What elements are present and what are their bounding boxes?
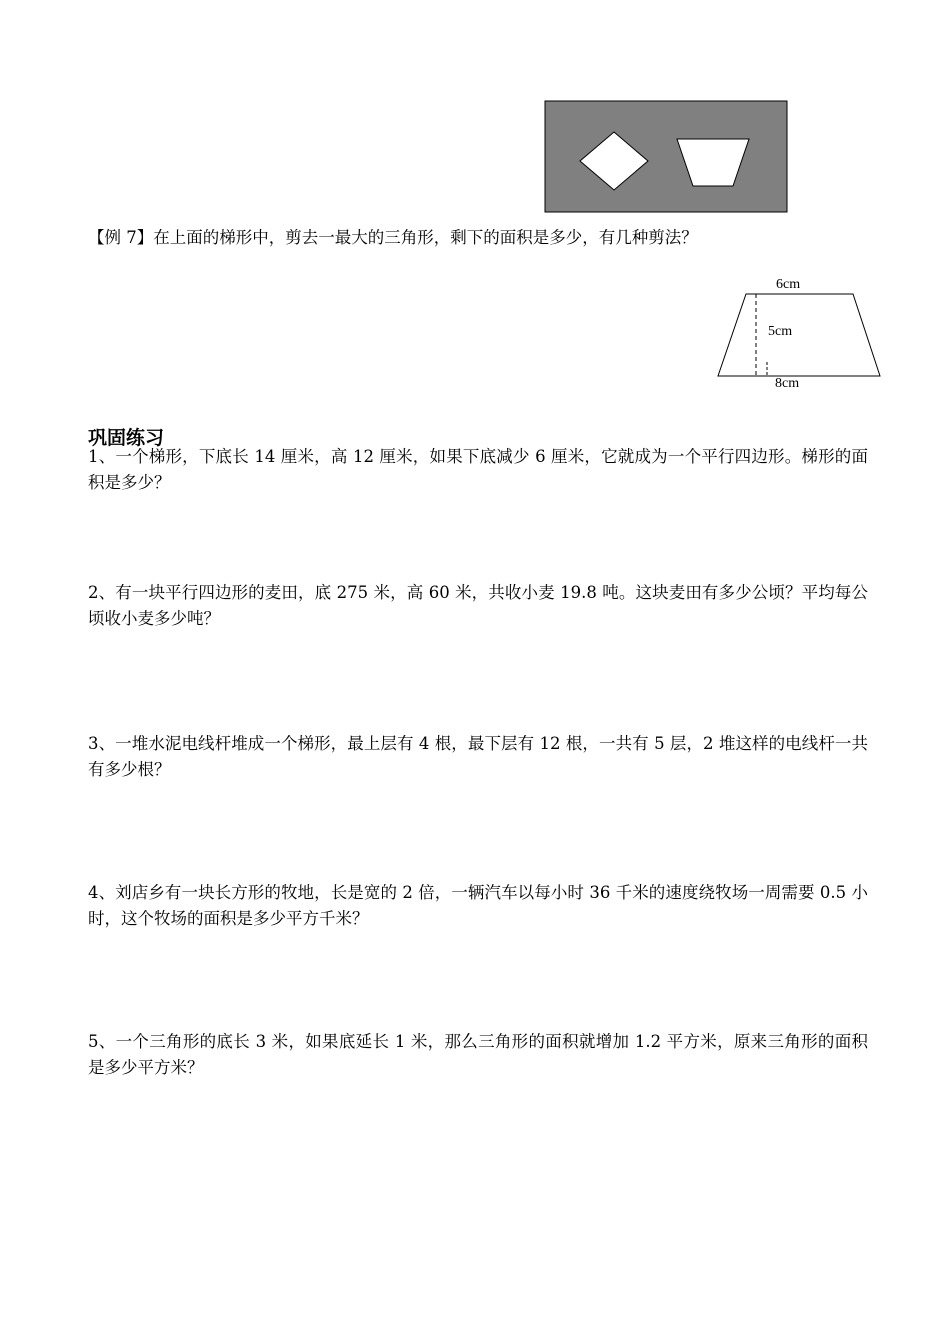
question-3: 3、一堆水泥电线杆堆成一个梯形，最上层有 4 根，最下层有 12 根，一共有 5 层，2 堆这样的电线杆一共有多少根？ bbox=[88, 734, 868, 779]
trapezoid-outline bbox=[718, 294, 880, 376]
question-4: 4、刘店乡有一块长方形的牧地，长是宽的 2 倍，一辆汽车以每小时 36 千米的速度绕牧场一周需要 0.5 小时，这个牧场的面积是多少平方千米？ bbox=[88, 883, 868, 928]
bottom-base-label: 8cm bbox=[775, 376, 800, 391]
gray-panel bbox=[545, 101, 787, 212]
example-text: 在上面的梯形中，剪去一最大的三角形，剩下的面积是多少，有几种剪法？ bbox=[153, 228, 698, 247]
question-2: 2、有一块平行四边形的麦田，底 275 米，高 60 米，共收小麦 19.8 吨。这块麦田有多少公顷？平均每公顷收小麦多少吨？ bbox=[88, 583, 868, 628]
trapezoid-figure bbox=[714, 272, 884, 394]
question-1: 1、一个梯形，下底长 14 厘米，高 12 厘米，如果下底减少 6 厘米，它就成为一个平行四边形。梯形的面积是多少？ bbox=[88, 447, 868, 492]
section-title: 巩固练习 bbox=[88, 427, 165, 449]
cutout-figure bbox=[544, 100, 788, 213]
height-label: 5cm bbox=[768, 324, 793, 339]
example-7 bbox=[88, 226, 868, 250]
question-5: 5、一个三角形的底长 3 米，如果底延长 1 米，那么三角形的面积就增加 1.2 平方米，原来三角形的面积是多少平方米？ bbox=[88, 1032, 868, 1077]
top-base-label: 6cm bbox=[776, 277, 801, 292]
example-label: 【例 7】 bbox=[88, 228, 154, 247]
